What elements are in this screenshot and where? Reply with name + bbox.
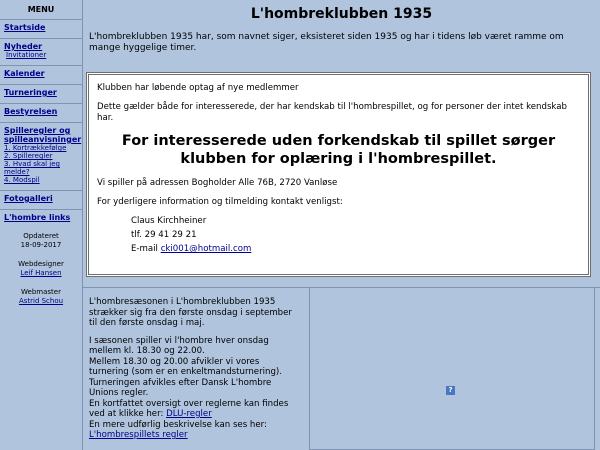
missing-plugin-icon[interactable]: ? (446, 386, 455, 395)
schedule-line-5: En mere udførlig beskrivelse kan ses her: (89, 419, 267, 430)
updated-label: Opdateret (23, 232, 59, 240)
sidebar-item-lhombre-links[interactable]: L'hombre links (4, 213, 71, 222)
contact-phone: tlf. 29 41 29 21 (131, 230, 197, 240)
training-headline: For interesserede uden forkendskab til spillet sørger klubben for oplæring i l'hombrespillet. (121, 133, 556, 167)
sidebar-item-nyheder[interactable]: Nyheder (4, 42, 43, 51)
webdesigner-info (0, 250, 82, 278)
membership-text: Klubben har løbende optag af nye medlemmer (97, 83, 299, 93)
updated-date: 18-09-2017 (20, 241, 62, 249)
sidebar-item-modspil[interactable]: 4. Modspil (4, 176, 40, 184)
schedule-text (89, 336, 301, 441)
main-content (83, 0, 600, 450)
lhombre-rules-link[interactable]: L'hombrespillets regler (89, 430, 188, 440)
intro-text: L'hombreklubben 1935 har, som navnet siger, eksisteret siden 1935 og har i tidens løb været ramme om mange hyggelige timer. (89, 32, 564, 53)
sidebar-item-turneringer[interactable]: Turneringer (4, 88, 57, 97)
updated-info (0, 228, 82, 250)
sidebar-section-startside (0, 19, 82, 38)
sidebar-item-spilleregler[interactable]: Spilleregler og spilleanvisninger (4, 126, 82, 144)
schedule-line-2: Mellem 18.30 og 20.00 afvikler vi vores turnering (som er en enkeltmandsturnering). (89, 356, 282, 377)
embedded-media[interactable] (309, 287, 595, 450)
contact-email-link[interactable]: cki001@hotmail.com (160, 244, 252, 254)
menu-title: MENU (27, 5, 55, 14)
sidebar-item-hvad-skal-jeg-melde[interactable]: 3. Hvad skal jeg melde? (4, 160, 60, 176)
sidebar-section-fotogalleri (0, 190, 82, 209)
page-title: L'hombreklubben 1935 (250, 6, 433, 22)
season-text: L'hombresæsonen i L'hombreklubben 1935 strækker sig fra den første onsdag i september til den første onsdag i maj. (89, 297, 292, 328)
membership-details: Dette gælder både for interesserede, der har kendskab til l'hombrespillet, og for personer der intet kendskab har. (97, 102, 567, 123)
dlu-rules-link[interactable]: DLU-regler (166, 409, 212, 419)
contact-intro: For yderligere information og tilmelding kontakt venligst: (97, 197, 343, 207)
webmaster-label: Webmaster (21, 288, 61, 296)
webmaster-link[interactable]: Astrid Schou (18, 297, 64, 305)
schedule-line-1: I sæsonen spiller vi l'hombre hver onsdag mellem kl. 18.30 og 22.00. (89, 335, 269, 356)
sidebar-section-kalender (0, 65, 82, 84)
schedule-line-4: En kortfattet oversigt over reglerne kan findes ved at klikke her: (89, 398, 289, 419)
sidebar-section-spilleregler (0, 122, 82, 190)
contact-email-label: E-mail (131, 244, 158, 254)
sidebar-section-nyheder (0, 38, 82, 65)
sidebar-section-links (0, 209, 82, 228)
sidebar-item-fotogalleri[interactable]: Fotogalleri (4, 194, 53, 203)
contact-name: Claus Kirchheiner (131, 216, 207, 226)
webmaster-info (0, 278, 82, 306)
season-info (89, 297, 301, 448)
sidebar (0, 0, 83, 450)
sidebar-item-spilleregler-sub[interactable]: 2. Spilleregler (4, 152, 53, 160)
sidebar-item-kortraekkefolge[interactable]: 1. Kortrækkefølge (4, 144, 67, 152)
contact-email-row (131, 244, 580, 255)
address-text: Vi spiller på adressen Bogholder Alle 76B, 2720 Vanløse (97, 178, 338, 188)
sidebar-item-invitationer[interactable]: Invitationer (6, 51, 47, 59)
sidebar-item-startside[interactable]: Startside (4, 23, 46, 32)
contact-block (97, 216, 580, 255)
schedule-line-3: Turneringen afvikles efter Dansk L'hombre Unions regler. (89, 377, 272, 398)
sidebar-item-kalender[interactable]: Kalender (4, 69, 45, 78)
sidebar-section-turneringer (0, 84, 82, 103)
webdesigner-label: Webdesigner (18, 260, 64, 268)
webdesigner-link[interactable]: Leif Hansen (20, 269, 62, 277)
membership-box (86, 72, 591, 277)
sidebar-item-bestyrelsen[interactable]: Bestyrelsen (4, 107, 58, 116)
sidebar-section-bestyrelsen (0, 103, 82, 122)
